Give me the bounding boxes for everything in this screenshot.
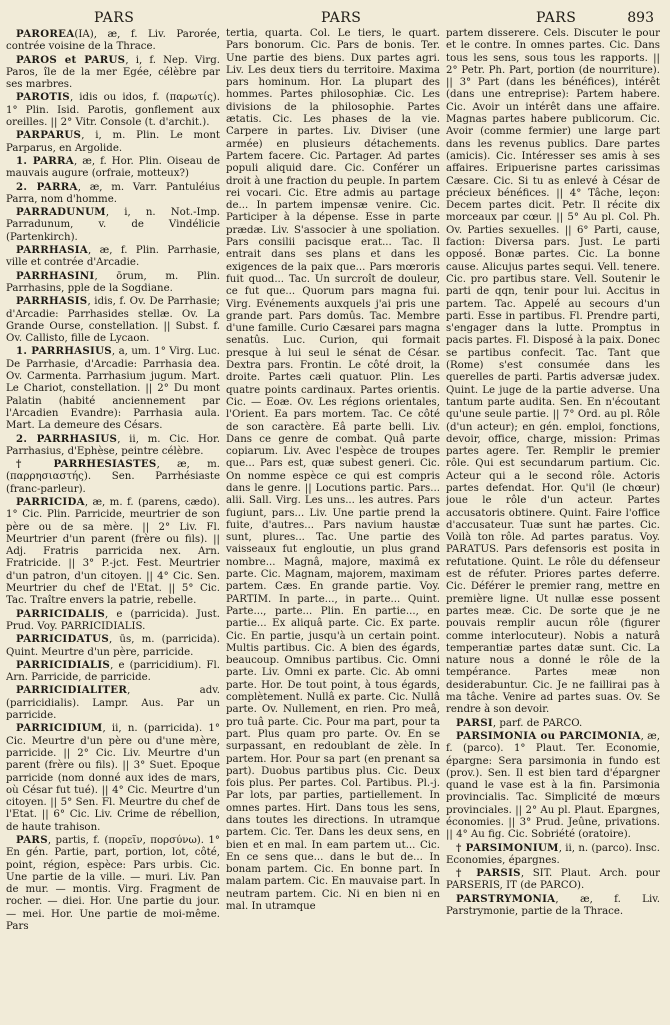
- entry-text: , e (parricidium). Fl. Arn. Parricide, de parricide.: [6, 659, 220, 684]
- running-head-left: PARS: [94, 10, 135, 26]
- dictionary-entry: [6, 834, 220, 933]
- entry-text: , ōrum, m. Plin. Parrhasins, pple de la Sogdiane.: [6, 270, 220, 294]
- entry-headword: PARRHASIA: [16, 244, 89, 257]
- entry-text: , æ, m. (παρρησιαστής). Sen. Parrhésiaste (franc-parleur).: [6, 459, 220, 495]
- entry-text: , i, f. Nep. Virg. Paros, île de la mer Egée, célèbre par ses marbres.: [6, 54, 220, 91]
- entry-text: , idis ou idos, f. (παρωτίς). 1° Plin. Isid. Parotis, gonflement aux oreilles. || 2° Vitr. Console (t. d'archit.).: [6, 92, 220, 129]
- entry-text: , æ, f. Liv. Parstrymonie, partie de la Thrace.: [446, 893, 660, 918]
- entry-headword: PARRADUNUM: [16, 206, 106, 219]
- running-head-center: PARS: [321, 10, 362, 26]
- entry-headword: PARRICIDIALIS: [16, 658, 111, 671]
- entry-text: , æ, m. f. (parens, cædo). 1° Cic. Plin. Parricide, meurtrier de son père ou de sa mère. || 2° Liv. Fl. Meurtrier d'un parent (frère ou fils). || Adj. Fratris parricida nex. Arn. Fratricide. || 3° P.-jct. Fest. Meurtrier d'un patron, d'un citoyen. || 4° Cic. Sen. Meurtrier du chef de l'Etat. || 5° Cic. Tac. Traître envers la patrie, rebelle.: [6, 496, 220, 607]
- entry-headword: PARRICIDIUM: [16, 722, 103, 735]
- dictionary-entry: [446, 867, 660, 893]
- dictionary-entry: [6, 244, 220, 270]
- dictionary-entry: [6, 206, 220, 244]
- dictionary-entry: [446, 842, 660, 868]
- entry-text: , i, m. Plin. Le mont Parparus, en Argolide.: [6, 130, 220, 154]
- dictionary-entry: [6, 496, 220, 608]
- entry-headword: † PARSIS: [456, 867, 521, 880]
- entry-text: , a, um. 1° Virg. Luc. De Parrhasie, d'Arcadie: Parrhasia dea. Ov. Carmenta. Parrhasium jugum. Mart. Le Chariot, constellation. || 2° Du mont Palatin (habité anciennement par l'Arcadien Evandre): Parrhasia aula. Mart. La demeure des Césars.: [6, 346, 220, 432]
- entry-headword: PARRICIDA: [16, 495, 85, 508]
- columns: [6, 28, 662, 1018]
- dictionary-entry: [446, 28, 660, 717]
- entry-text: , partis, f. (πορεῖν, πορσύνω). 1° En gén. Partie, part, portion, lot, côté, point, région, espèce: Pars urbis. Cic. Une partie de la ville. — muri. Liv. Pan de mur. — montis. Virg. Fragment de rocher. — diei. Hor. Une partie du jour. — mei. Hor. Une partie de moi-même. Pars: [6, 835, 220, 933]
- entry-headword: PAROS et PARUS: [16, 53, 126, 66]
- page-header: [6, 8, 662, 28]
- dictionary-entry: [6, 91, 220, 129]
- dictionary-entry: [446, 717, 660, 730]
- entry-text: , æ, f. Hor. Plin. Oiseau de mauvais augure (orfraie, motteux?): [6, 155, 220, 180]
- entry-text: , i, n. Not.-Imp. Parradunum, v. de Vindélicie (Partenkirch).: [6, 207, 220, 243]
- dictionary-entry: [446, 730, 660, 842]
- entry-headword: 2. PARRHASIUS: [16, 432, 118, 445]
- entry-headword: † PARSIMONIUM: [456, 841, 559, 854]
- entry-text: , æ, f. Plin. Parrhasie, ville et contrée d'Arcadie.: [6, 245, 220, 269]
- dictionary-entry: [6, 345, 220, 432]
- entry-headword: PAROTIS: [16, 91, 70, 104]
- entry-headword: PARRHASINI: [16, 269, 95, 282]
- entry-text: , ūs, m. (parricida). Quint. Meurtre d'un père, parricide.: [6, 634, 220, 658]
- entry-headword: † PARRHESIASTES: [16, 458, 157, 471]
- dictionary-entry: [6, 633, 220, 659]
- entry-headword: PARSTRYMONIA: [456, 892, 556, 905]
- dictionary-entry: [6, 129, 220, 155]
- entry-text: , æ, f. (parco). 1° Plaut. Ter. Economie, épargne: Sera parsimonia in fundo est (prov.). Sen. Il est bien tard d'épargner quand le vase est à la fin. Parsimonia provincialis. Tac. Simplicité de mœurs provinciales. || 2° Au pl. Plaut. Epargnes, économies. || 3° Prud. Jeûne, privations. || 4° Au fig. Cic. Sobriété (oratoire).: [446, 730, 660, 841]
- dictionary-entry: [6, 433, 220, 459]
- entry-text: (IA), æ, f. Liv. Parorée, contrée voisine de la Thrace.: [6, 29, 220, 53]
- entry-headword: PARRICIDIALITER: [16, 684, 128, 697]
- entry-headword: PARRHASIS: [16, 295, 88, 308]
- entry-headword: PARRICIDALIS: [16, 607, 106, 620]
- dictionary-entry: [6, 54, 220, 92]
- dictionary-entry: [6, 608, 220, 634]
- entry-headword: PARRICIDATUS: [16, 633, 109, 646]
- entry-headword: 1. PARRHASIUS: [16, 345, 112, 358]
- entry-text: , ii, n. (parricida). 1° Cic. Meurtre d'un père ou d'une mère, parricide. || 2° Cic. Liv. Meurtre d'un parent (frère ou fils). || 3° Suet. Epoque parricide (nom donné aux ides de mars, où César fut tué). || 4° Cic. Meurtre d'un citoyen. || 5° Sen. Fl. Meurtre du chef de l'Etat. || 6° Cic. Liv. Crime de rébellion, de haute trahison.: [6, 723, 220, 833]
- running-head-right: PARS: [536, 10, 577, 26]
- column-right: [446, 28, 660, 1018]
- entry-text: , SIT. Plaut. Arch. pour PARSERIS, IT (de PARCO).: [446, 868, 660, 892]
- dictionary-entry: [6, 295, 220, 345]
- entry-text: partem disserere. Cels. Discuter le pour et le contre. In omnes partes. Cic. Dans tous les sens, sous tous les rapports. || 2° Petr. Ph. Part, portion (de nourriture). || 3° Part (dans les bénéfices), intérêt (dans une entreprise): Partem habere. Cic. Avoir un intérêt dans une affaire. Magnas partes habere publicorum. Cic. Avoir (comme fermier) une large part dans les revenus publics. Dare partes (amicis). Cic. Intéresser ses amis à ses affaires. Eripuerisne partes carissimas Cæsare. Cic. Si tu as enlevé à César de précieux bénéfices. || 4° Tâche, leçon: Decem partes dicit. Petr. Il récite dix morceaux par cœur. || 5° Au pl. Col. Ph. Ov. Parties sexuelles. || 6° Parti, cause, faction: Diversa pars. Just. Le parti opposé. Bonæ partes. Cic. La bonne cause. Alicujus partes sequi. Vell. tenere. Cic. pro partibus stare. Vell. Soutenir le parti de qqn, tenir pour lui. Accitus in partem. Tac. Appelé au secours d'un parti. Esse in partibus. Fl. Prendre parti, s'engager dans la lutte. Promptus in pacis partes. Fl. Disposé à la paix. Donec se partibus confecit. Tac. Tant que (Rome) s'est consumée dans les querelles de parti. Partis adversæ judex. Quint. Le juge de la partie adverse. Una tantum parte audita. Sen. En n'écoutant qu'une seule partie. || 7° Ord. au pl. Rôle (d'un acteur); en gén. emploi, fonctions, devoir, office, charge, mission: Primas partes agere. Ter. Remplir le premier rôle. Qui est secundarum partium. Cic. Acteur qui a le second rôle. Actoris partes defendat. Hor. Qu'il (le chœur) joue le rôle d'un acteur. Partes accusatoris obtinere. Quint. Faire l'office d'accusateur. Tuæ sunt hæ partes. Cic. Voilà ton rôle. Ad partes paratus. Voy. PARATUS. Pars defensoris est posita in refutatione. Quint. Le rôle du défenseur est de réfuter. Priores partes deferre. Cic. Déférer le premier rang, mettre en première ligne. Ut nullæ esse possent partes meæ. Cic. De sorte que je ne pouvais remplir aucun rôle (figurer comme interlocuteur). Nobis a naturâ temperantiæ partes datæ sunt. Cic. La nature nous a donné le rôle de la tempérance. Partes meæ non desiderabuntur. Cic. Je ne faillirai pas à ma tâche. Venire ad partes suas. Ov. Se rendre à son devoir.: [446, 28, 660, 716]
- dictionary-entry: [6, 722, 220, 834]
- entry-headword: PARSIMONIA ou PARCIMONIA: [456, 729, 641, 742]
- column-left: [6, 28, 220, 1018]
- entry-headword: PARPARUS: [16, 129, 82, 142]
- dictionary-entry: [446, 893, 660, 919]
- page-number: 893: [627, 10, 654, 26]
- entry-text: tertia, quarta. Col. Le tiers, le quart. Pars bonorum. Cic. Pars de bonis. Ter. Une partie des biens. Dux partes agri. Liv. Les deux tiers du territoire. Maxima pars hominum. Hor. La plupart des hommes. Partes philosophiæ. Cic. Les divisions de la philosophie. Partes ætatis. Cic. Les phases de la vie. Carpere in partes. Liv. Diviser (une armée) en plusieurs détachements. Partem facere. Cic. Partager. Ad partes populi aliquid dare. Cic. Conférer un droit à une fraction du peuple. In partem rei vocari. Cic. Etre admis au partage de... In partem impensæ venire. Cic. Participer à la dépense. Esse in parte prædæ. Liv. S'associer à une spoliation. Pars consilii pacisque erat... Tac. Il entrait dans ses plans et dans les exigences de la paix que... Pars mœroris fuit quod... Tac. Un surcroît de douleur, ce fut que... Quorum pars magna fui. Virg. Evénements auxquels j'ai pris une grande part. Pars domûs. Tac. Membre d'une famille. Curio Cæsarei pars magna senatûs. Luc. Curion, qui formait presque à lui seul le sénat de César. Dextra pars. Frontin. Le côté droit, la droite. Partes cæli quatuor. Plin. Les quatre points cardinaux. Partes orientis. Cic. — Eoæ. Ov. Les régions orientales, l'Orient. Ea pars mortem. Tac. Ce côté de son caractère. Eâ parte belli. Liv. Dans ce genre de combat. Quâ parte copiarum. Liv. Avec l'espèce de troupes que... Pars est, quæ subest generi. Cic. On nomme espèce ce qui est compris dans le genre. || Locutions partic. Pars... alii. Sall. Virg. Les uns... les autres. Pars fugiunt, pars... Liv. Une partie prend la fuite, d'autres... Pars navium haustæ sunt, plures... Tac. Une partie des vaisseaux fut engloutie, un plus grand nombre... Magnâ, majore, maximâ ex parte. Cic. Magnam, majorem, maximam partem. Cæs. En grande partie. Voy. PARTIM. In parte..., in parte... Quint. Parte..., parte... Plin. En partie..., en partie... Ex aliquâ parte. Cic. Ex parte. Cic. En partie, jusqu'à un certain point. Multis partibus. Cic. A bien des égards, beaucoup. Omnibus partibus. Cic. Omni parte. Liv. Omni ex parte. Cic. Ab omni parte. Hor. De tout point, à tous égards, complètement. Nullâ ex parte. Cic. Nullâ parte. Ov. Nullement, en rien. Pro meâ, pro tuâ parte. Cic. Pour ma part, pour ta part. Plus quam pro parte. Ov. En se surpassant, en redoublant de zèle. In partem. Hor. Pour sa part (en prenant sa part). Duobus partibus plus. Cic. Deux fois plus. Per partes. Col. Partibus. Pl.-j. Par lots, par parties, partiellement. In omnes partes. Hirt. Dans tous les sens, dans toutes les directions. In utramque partem. Cic. Ter. Dans les deux sens, en bien et en mal. In eam partem ut... Cic. En ce sens que... dans le but de... In bonam partem. Cic. En bonne part. In malam partem. Cic. En mauvaise part. In neutram partem. Cic. Ni en bien ni en mal. In utramque: [226, 28, 440, 913]
- entry-headword: 1. PARRA: [16, 154, 75, 167]
- dictionary-entry: [6, 458, 220, 496]
- dictionary-entry: [6, 181, 220, 207]
- entry-headword: PARS: [16, 834, 48, 846]
- dictionary-entry: [6, 270, 220, 296]
- dictionary-entry: [226, 28, 440, 913]
- dictionary-entry: [6, 28, 220, 54]
- entry-text: , idis, f. Ov. De Parrhasie; d'Arcadie: Parrhasides stellæ. Ov. La Grande Ourse, constellation. || Subst. f. Ov. Callisto, fille de Lycaon.: [6, 296, 220, 345]
- entry-headword: 2. PARRA: [16, 180, 78, 193]
- dictionary-entry: [6, 684, 220, 722]
- dictionary-entry: [6, 659, 220, 685]
- entry-text: , adv. (parricidialis). Lampr. Aus. Par un parricide.: [6, 685, 220, 722]
- entry-headword: PARSI: [456, 716, 493, 729]
- entry-text: , ii, m. Cic. Hor. Parrhasius, d'Ephèse, peintre célèbre.: [6, 433, 220, 457]
- entry-text: , e (parricida). Just. Prud. Voy. PARRICIDIALIS.: [6, 608, 220, 632]
- entry-text: , parf. de PARCO.: [492, 717, 583, 729]
- entry-headword: PAROREA: [16, 28, 75, 40]
- dictionary-entry: [6, 155, 220, 181]
- entry-text: , æ, m. Varr. Pantuléius Parra, nom d'homme.: [6, 181, 220, 205]
- entry-text: , ii, n. (parco). Insc. Economies, épargnes.: [446, 842, 660, 866]
- column-middle: [226, 28, 440, 1018]
